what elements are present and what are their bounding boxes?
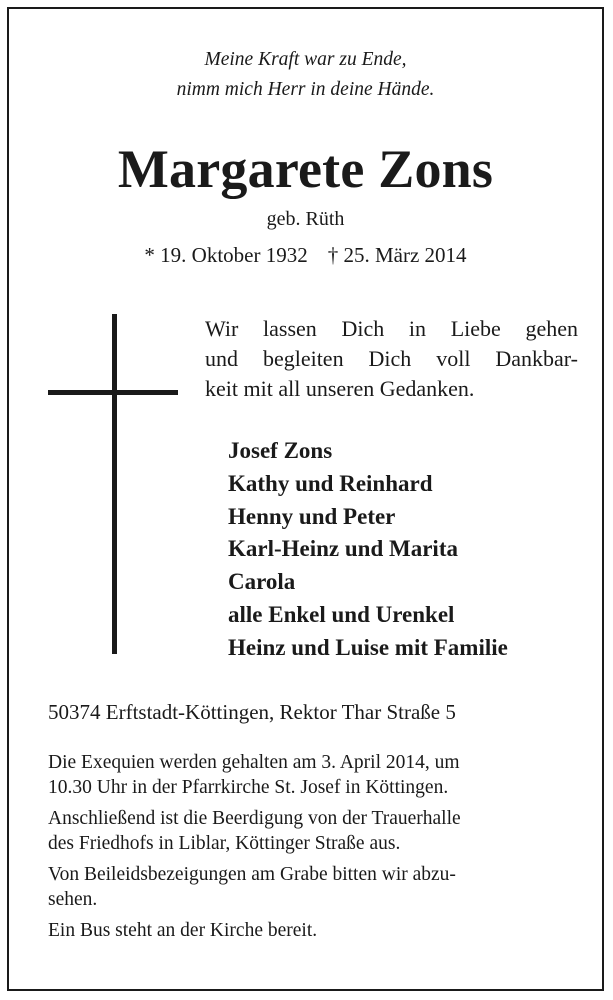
life-dates xyxy=(9,240,602,270)
info-paragraph xyxy=(48,862,578,912)
mourners-list xyxy=(228,435,598,665)
quote-line: Wir lassen Dich in Liebe gehen xyxy=(205,316,578,341)
mourner: alle Enkel und Urenkel xyxy=(228,601,455,627)
mourner: Carola xyxy=(228,569,296,595)
cross-icon xyxy=(112,314,117,654)
address: 50374 Erftstadt-Köttingen, Rektor Thar Straße 5 xyxy=(48,700,456,724)
info-line: des Friedhofs in Liblar, Köttinger Straße aus. xyxy=(48,833,401,854)
info-line: sehen. xyxy=(48,889,98,910)
quote xyxy=(205,314,578,404)
verse-line: Meine Kraft war zu Ende, xyxy=(204,49,407,70)
info-line: Die Exequien werden gehalten am 3. April 2014, um xyxy=(48,752,460,773)
obituary-frame xyxy=(7,7,604,991)
verse xyxy=(9,45,602,105)
info-line: Anschließend ist die Beerdigung von der Trauerhalle xyxy=(48,808,461,829)
mourner: Henny und Peter xyxy=(228,503,396,529)
deceased-name: Margarete Zons xyxy=(117,139,494,199)
cross-icon-bar xyxy=(48,390,178,395)
birth-name: geb. Rüth xyxy=(266,208,345,230)
quote-line: und begleiten Dich voll Dankbar- xyxy=(205,346,578,371)
quote-line: keit mit all unseren Gedanken. xyxy=(205,376,475,401)
info-paragraph xyxy=(48,918,578,943)
info-paragraph xyxy=(48,750,578,800)
mourner: Heinz und Luise mit Familie xyxy=(228,634,508,660)
info-line: Ein Bus steht an der Kirche bereit. xyxy=(48,920,318,941)
death-date: † 25. März 2014 xyxy=(327,243,467,267)
info-line: Von Beileidsbezeigungen am Grabe bitten wir abzu- xyxy=(48,864,456,885)
verse-line: nimm mich Herr in deine Hände. xyxy=(176,79,435,100)
mourner: Kathy und Reinhard xyxy=(228,470,433,496)
birth-date: * 19. Oktober 1932 xyxy=(144,243,308,267)
funeral-info xyxy=(48,750,578,949)
mourner: Josef Zons xyxy=(228,438,333,463)
info-paragraph xyxy=(48,806,578,856)
mourner: Karl-Heinz und Marita xyxy=(228,536,458,562)
info-line: 10.30 Uhr in der Pfarrkirche St. Josef in Köttingen. xyxy=(48,777,449,798)
